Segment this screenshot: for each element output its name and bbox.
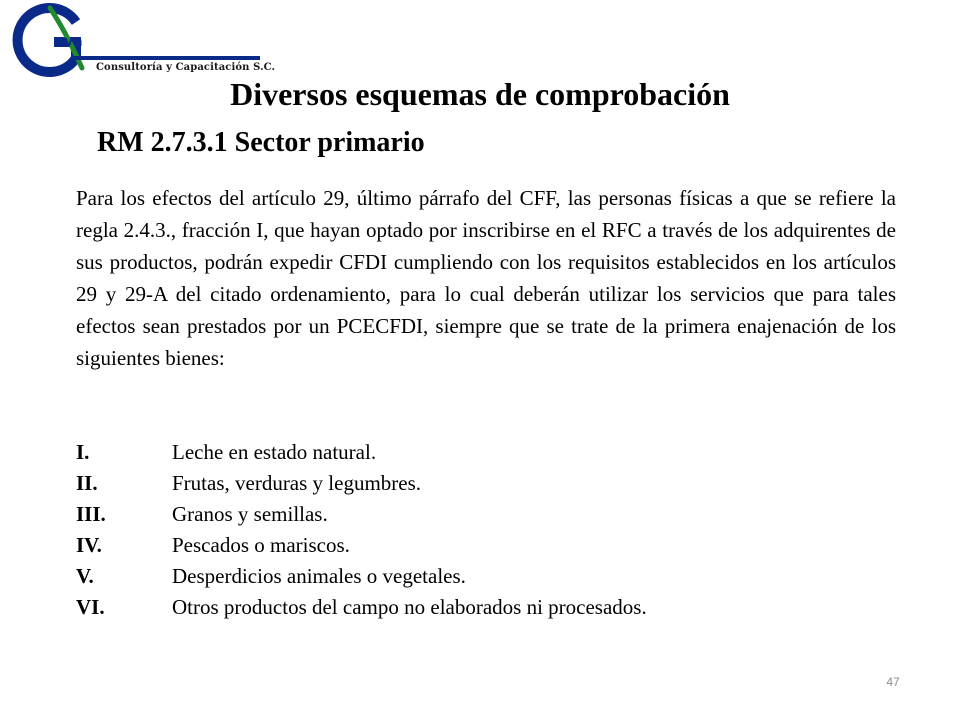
list-item-text: Leche en estado natural. [172, 440, 377, 464]
list-item-number: VI. [76, 595, 105, 619]
page-number: 47 [886, 675, 900, 689]
list-item [76, 592, 896, 623]
list-item-number: IV. [76, 533, 102, 557]
body-paragraph: Para los efectos del artículo 29, último párrafo del CFF, las personas físicas a que se refiere la regla 2.4.3., fracción I, que hayan optado por inscribirse en el RFC a través de los adquirentes de sus productos, podrán expedir CFDI cumpliendo con los requisitos establecidos en los artículos 29 y 29-A del citado ordenamiento, para lo cual deberán utilizar los servicios que para tales efectos sean prestados por un PCECFDI, siempre que se trate de la primera enajenación de los siguientes bienes: [76, 186, 896, 370]
list-item-number: III. [76, 502, 106, 526]
list-item [76, 499, 896, 530]
section-subtitle: RM 2.7.3.1 Sector primario [97, 127, 425, 158]
goods-list [76, 437, 896, 623]
list-item-text: Otros productos del campo no elaborados ni procesados. [172, 595, 647, 619]
list-item-text: Desperdicios animales o vegetales. [172, 564, 466, 588]
page-title: Diversos esquemas de comprobación [230, 76, 730, 112]
logo-company-name: Consultoría y Capacitación S.C. [96, 62, 276, 73]
list-item [76, 437, 896, 468]
list-item-number: V. [76, 564, 94, 588]
list-item-text: Granos y semillas. [172, 502, 328, 526]
list-item [76, 468, 896, 499]
list-item-number: II. [76, 471, 98, 495]
company-logo [4, 2, 276, 78]
list-item [76, 561, 896, 592]
logo-mark-text: va [64, 34, 83, 50]
list-item-number: I. [76, 440, 90, 464]
list-item [76, 530, 896, 561]
list-item-text: Frutas, verduras y legumbres. [172, 471, 422, 495]
list-item-text: Pescados o mariscos. [172, 533, 350, 557]
